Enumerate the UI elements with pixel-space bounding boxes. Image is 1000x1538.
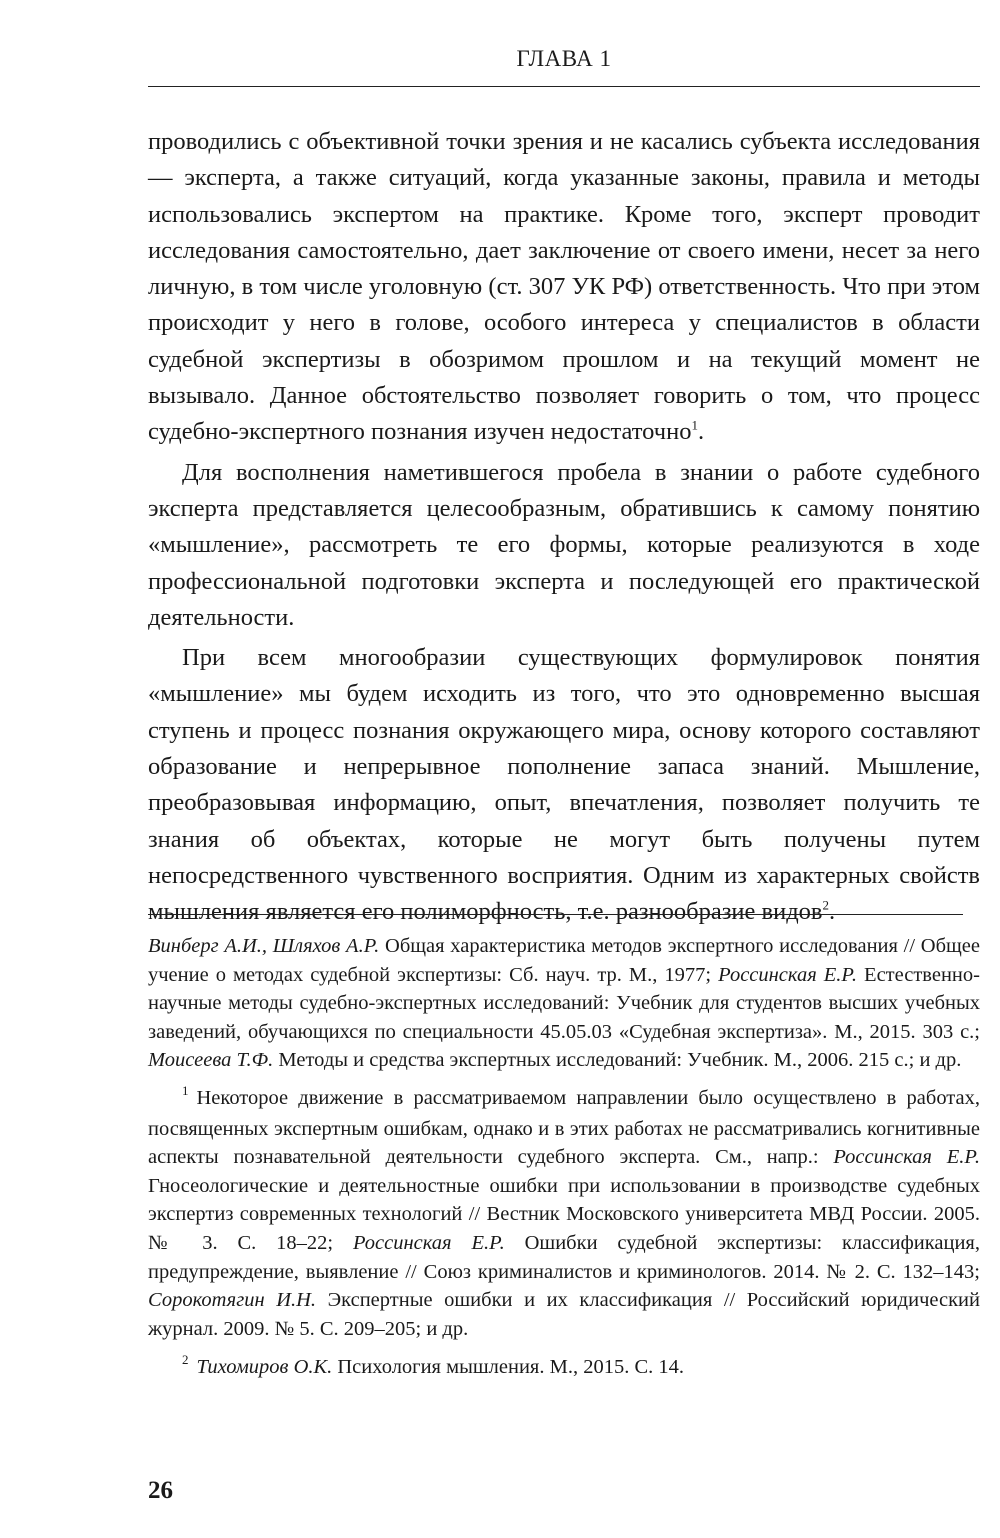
author: Россинская Е.Р. <box>833 1146 980 1169</box>
footnote-2-mark: 2 <box>182 1352 189 1368</box>
author: Россинская Е.Р. <box>352 1231 505 1254</box>
footnotes <box>148 932 980 1384</box>
author: Тихомиров О.К. <box>196 1356 333 1379</box>
paragraph-3-text: При всем многообразии существующих формулировок понятия «мышление» мы будем исходить из того, что это одновременно высшая ступень и процесс познания окружающего мира, основу которого составляют образование и непрерывное пополнение запаса знаний. Мышление, преобразовывая информацию, опыт, впечатления, позволяет получить те знания об объектах, которые не могут быть получены путем непосредственного чувственного восприятия. Одним из характерных свойств мышления является его полиморфность, т.е. разнообразие видов <box>148 644 980 926</box>
footnote-1-mark: 1 <box>182 1082 189 1098</box>
footnote-1: $^1$ Некоторое движение в рассматриваемом направлении было осуществлено в работах, посвященных экспертным ошибкам, однако и в этих работах не рассматривались когнитивные аспекты познавательной деятельности судебного эксперта. См., напр.: Россинская Е.Р. Гносеологические и деятельностные ошибки при использовании в производстве судебных экспертиз современных технологий // Вестник Московского университета МВД России. 2005. № 3. С. 18–22; Россинская Е.Р. Ошибки судебной экспертизы: классификация, предупреждение, выявление // Союз криминалистов и криминологов. 2014. № 2. С. 132–143; Сорокотягин И.Н. Экспертные ошибки и их классификация // Российский юридический журнал. 2009. № 5. С. 209–205; и др. <box>148 1082 981 1340</box>
paragraph-2: Для восполнения наметившегося пробела в знании о работе судебного эксперта представляется целесообразным, обратившись к самому понятию «мышление», рассмотреть те его формы, которые реализуются в ходе профессиональной подготовки эксперта и последующей его практической деятельности. <box>148 458 980 631</box>
footnote-ref-1[interactable]: 1 <box>691 417 698 433</box>
running-head-title: ГЛАВА 1 <box>516 46 612 71</box>
author: Винберг А.И., Шляхов А.Р. <box>148 935 380 957</box>
footnote-continued: Винберг А.И., Шляхов А.Р. Общая характеристика методов экспертного исследования // Общее учение о методах судебной экспертизы: Сб. науч. тр. М., 1977; Россинская Е.Р. Естественно-научные методы судебно-экспертных исследований: Учебник для студентов высших учебных заведений, обучающихся по специальности 45.05.03 «Судебная экспертиза». М., 2015. 303 с.; Моисеева Т.Ф. Методы и средства экспертных исследований: Учебник. М., 2006. 215 с.; и др. <box>148 935 980 1072</box>
footnote-separator <box>148 914 963 915</box>
author: Россинская Е.Р. <box>718 963 858 986</box>
author: Сорокотягин И.Н. <box>148 1289 317 1312</box>
author: Моисеева Т.Ф. <box>148 1049 274 1072</box>
footnote-ref-2[interactable]: 2 <box>822 897 829 913</box>
paragraph-1-text: проводились с объективной точки зрения и не касались субъекта исследования — эксперта, а также ситуаций, когда указанные законы, правила и методы использовались экспертом на практике. Кроме того, эксперт проводит исследования самостоятельно, дает заключение от своего имени, несет за него личную, в том числе уголовную (ст. 307 УК РФ) ответственность. Что при этом происходит у него в голове, особого интереса у специалистов в области судебной экспертизы в обозримом прошлом и на текущий момент не вызывало. Данное обстоятельство позволяет говорить о том, что процесс судебно-экспертного познания изучен недостаточно <box>148 128 980 446</box>
paragraph-3: При всем многообразии существующих формулировок понятия «мышление» мы будем исходить из того, что это одновременно высшая ступень и процесс познания окружающего мира, основу которого составляют образование и непрерывное пополнение запаса знаний. Мышление, преобразовывая информацию, опыт, впечатления, позволяет получить те знания об объектах, которые не могут быть получены путем непосредственного чувственного восприятия. Одним из характерных свойств мышления является его полиморфность, т.е. разнообразие видов$^2$. <box>148 644 980 926</box>
footnote-2: $^2$ Тихомиров О.К. Психология мышления. М., 2015. С. 14. <box>182 1352 684 1379</box>
paragraph-1: проводились с объективной точки зрения и не касались субъекта исследования — эксперта, а также ситуаций, когда указанные законы, правила и методы использовались экспертом на практике. Кроме того, эксперт проводит исследования самостоятельно, дает заключение от своего имени, несет за него личную, в том числе уголовную (ст. 307 УК РФ) ответственность. Что при этом происходит у него в голове, особого интереса у специалистов в области судебной экспертизы в обозримом прошлом и на текущий момент не вызывало. Данное обстоятельство позволяет говорить о том, что процесс судебно-экспертного познания изучен недостаточно$^1$. <box>148 128 980 446</box>
main-text <box>148 124 980 931</box>
page-number: 26 <box>148 1477 173 1504</box>
header-rule <box>148 86 980 87</box>
